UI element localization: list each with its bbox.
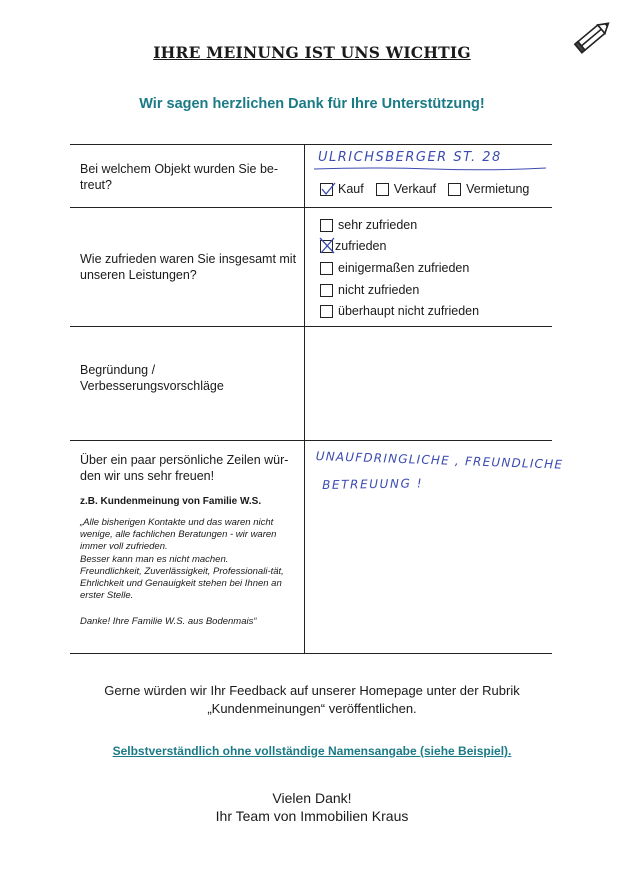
- ueberhaupt-nicht-zufrieden-label: überhaupt nicht zufrieden: [338, 304, 480, 318]
- row-divider: [70, 440, 552, 441]
- option-verkauf[interactable]: [376, 182, 436, 196]
- object-question: Bei welchem Objekt wurden Sie be-treut?: [80, 162, 279, 192]
- example-line: Freundlichkeit, Zuverlässigkeit, Professionali-tät, Ehrlichkeit und Genauigkeit stehen bei Ihnen an erster Stelle.: [80, 565, 284, 602]
- verkauf-label: Verkauf: [393, 182, 437, 196]
- example-line: „Alle bisherigen Kontakte und das waren nicht wenige, alle fachlichen Beratungen - wir waren immer voll zufrieden.: [80, 517, 277, 553]
- personal-lines-question: Über ein paar persönliche Zeilen wür-den wir uns sehr freuen!: [80, 453, 289, 483]
- reasons-label-line2: Verbesserungsvorschläge: [80, 379, 224, 393]
- example-testimonial: [80, 517, 302, 602]
- option-ueberhaupt-nicht-zufrieden[interactable]: [320, 304, 479, 318]
- table-bottom-border: [70, 653, 552, 654]
- example-signature: Danke! Ihre Familie W.S. aus Bodenmais“: [80, 616, 257, 627]
- einigermassen-zufrieden-checkbox[interactable]: [320, 262, 333, 275]
- satisfaction-question: Wie zufrieden waren Sie insgesamt mit unseren Leistungen?: [80, 252, 297, 282]
- option-sehr-zufrieden[interactable]: [320, 218, 417, 232]
- kauf-checkbox[interactable]: [320, 183, 333, 196]
- object-type-options: [320, 182, 541, 196]
- sehr-zufrieden-checkbox[interactable]: [320, 219, 333, 232]
- anonymity-note: Selbstverständlich ohne vollständige Namensangabe (siehe Beispiel).: [112, 744, 512, 758]
- nicht-zufrieden-checkbox[interactable]: [320, 284, 333, 297]
- reasons-label-line1: Begründung /: [80, 363, 156, 377]
- row-divider: [70, 326, 552, 327]
- ueberhaupt-nicht-zufrieden-checkbox[interactable]: [320, 305, 333, 318]
- feedback-note-line2: „Kundenmeinungen“ veröffentlichen.: [207, 701, 417, 716]
- option-vermietung[interactable]: [448, 182, 529, 196]
- row-divider: [70, 207, 552, 208]
- vermietung-checkbox[interactable]: [448, 183, 461, 196]
- verkauf-checkbox[interactable]: [376, 183, 389, 196]
- reasons-label: [80, 362, 302, 394]
- handwriting-underline: [312, 166, 548, 172]
- handwritten-address: ULRICHSBERGER ST. 28: [318, 150, 502, 165]
- form-subtitle: Wir sagen herzlichen Dank für Ihre Unterstützung!: [139, 96, 485, 112]
- column-divider: [304, 144, 305, 654]
- example-line: Besser kann man es nicht machen.: [80, 553, 229, 565]
- feedback-note-line1: Gerne würden wir Ihr Feedback auf unserer Homepage unter der Rubrik: [104, 683, 520, 698]
- feedback-note: [60, 682, 564, 718]
- option-zufrieden[interactable]: [320, 239, 386, 253]
- zufrieden-label: zufrieden: [335, 239, 387, 253]
- thanks-line1: Vielen Dank!: [272, 790, 352, 806]
- sehr-zufrieden-label: sehr zufrieden: [338, 218, 418, 232]
- option-einigermassen-zufrieden[interactable]: [320, 261, 469, 275]
- zufrieden-checkbox[interactable]: [320, 240, 333, 253]
- einigermassen-zufrieden-label: einigermaßen zufrieden: [338, 261, 470, 275]
- vermietung-label: Vermietung: [466, 182, 530, 196]
- table-top-border: [70, 144, 552, 145]
- handwritten-comment-line1: UNAUFDRINGLICHE , FREUNDLICHE: [315, 449, 564, 472]
- option-nicht-zufrieden[interactable]: [320, 283, 419, 297]
- personal-lines-answer-field[interactable]: [306, 442, 550, 652]
- handwritten-comment-line2: BETREUUNG !: [322, 476, 424, 492]
- kauf-label: Kauf: [338, 182, 364, 196]
- option-kauf[interactable]: [320, 182, 364, 196]
- nicht-zufrieden-label: nicht zufrieden: [338, 283, 420, 297]
- reasons-answer-field[interactable]: [306, 328, 550, 438]
- closing-thanks: [0, 789, 624, 825]
- form-title: IHRE MEINUNG IST UNS WICHTIG: [153, 43, 471, 62]
- example-heading: z.B. Kundenmeinung von Familie W.S.: [80, 496, 262, 507]
- thanks-line2: Ihr Team von Immobilien Kraus: [215, 808, 409, 824]
